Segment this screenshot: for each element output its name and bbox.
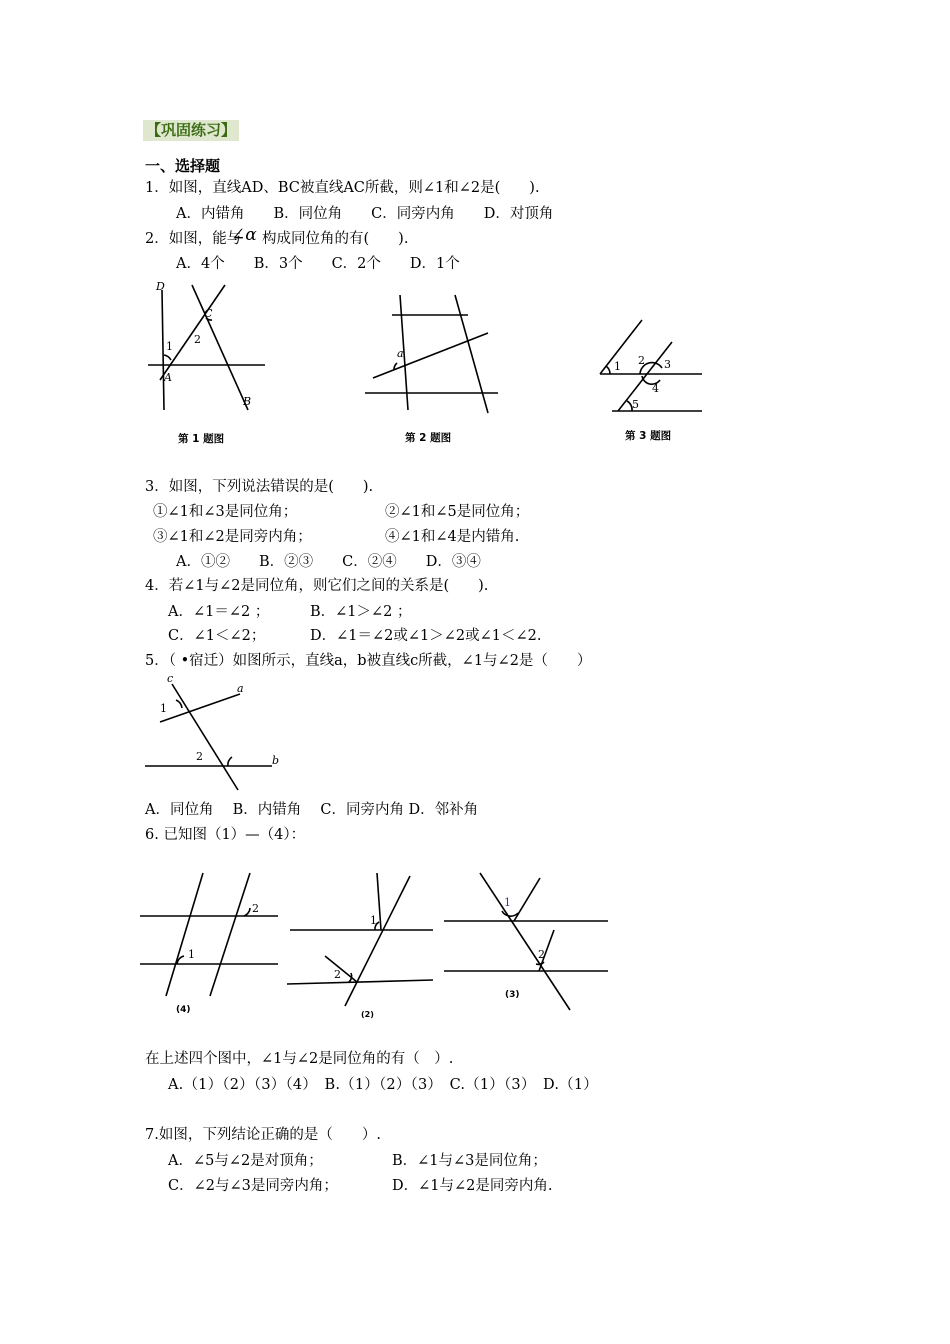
q6f3-line-short-top: [514, 878, 540, 921]
q6f4-caption: (4): [176, 1005, 191, 1015]
q6-options: A.（1）（2）（3）（4） B.（1）（2）（3） C.（1）（3） D.（1）: [168, 1077, 598, 1093]
q4-option-a: A．∠1＝∠2 ；: [168, 604, 270, 620]
fig1-angle-1-arc: [164, 355, 171, 360]
q6f2-caption: (2): [361, 1010, 374, 1019]
q6-question: 在上述四个图中，∠1与∠2是同位角的有（ ）.: [145, 1051, 454, 1067]
q1-options: A．内错角 B．同位角 C．同旁内角 D．对顶角: [176, 206, 554, 222]
fig3-line-diagonal: [618, 342, 672, 411]
fig1-line-bc: [192, 285, 248, 410]
q3-statement-3: ③∠1和∠2是同旁内角；: [153, 529, 312, 545]
fig1-line-ad: [162, 290, 164, 410]
figure-1: [140, 280, 280, 420]
q7-option-b: B．∠1与∠3是同位角；: [392, 1153, 547, 1169]
q6f3-label-2: 2: [538, 948, 545, 961]
q6f4-line-right: [210, 873, 250, 996]
fig1-label-a: A: [164, 371, 172, 384]
q5-line-a: [160, 694, 240, 722]
fig1-caption: 第 1 题图: [178, 433, 225, 445]
q7-option-c: C．∠2与∠3是同旁内角；: [168, 1178, 338, 1194]
q2-alpha-symbol: ∠α: [231, 225, 257, 245]
q6f4-line-left: [166, 873, 203, 996]
q4-option-d: D．∠1＝∠2或∠1＞∠2或∠1＜∠2.: [310, 628, 542, 644]
q4-option-b: B．∠1＞∠2 ；: [310, 604, 412, 620]
q6f2-line-bottom: [287, 980, 433, 984]
q6f4-angle-2-arc: [244, 908, 250, 916]
q3-stem: 3．如图，下列说法错误的是( ).: [145, 479, 374, 495]
q6f3-line-transversal: [480, 873, 570, 1010]
q5-angle-2-arc: [228, 757, 232, 766]
q6f4-label-1: 1: [188, 948, 195, 961]
figure-q5: [140, 672, 290, 797]
q5-label-1: 1: [160, 702, 167, 715]
q5-angle-1-arc: [176, 700, 182, 708]
q2-options: A．4个 B．3个 C．2个 D．1个: [176, 256, 460, 272]
q5-label-a: a: [237, 682, 244, 695]
q6f2-line-short-top: [377, 873, 381, 930]
q4-stem: 4．若∠1与∠2是同位角，则它们之间的关系是( ).: [145, 578, 489, 594]
fig3-label-1: 1: [614, 360, 621, 373]
q5-stem: 5．（ •宿迁）如图所示，直线a，b被直线c所截，∠1与∠2是（ ）: [145, 653, 592, 669]
q3-statement-4: ④∠1和∠4是内错角.: [385, 529, 520, 545]
q6f3-label-1: 1: [504, 896, 511, 909]
q6-figure-2: [285, 868, 440, 1018]
fig1-label-b: B: [243, 395, 252, 408]
q5-label-2: 2: [196, 750, 203, 763]
q5-options: A．同位角 B．内错角 C．同旁内角 D．邻补角: [145, 802, 479, 818]
q6-figure-3: [442, 868, 612, 1018]
figure-3: [590, 310, 710, 420]
fig2-label-a: a: [397, 347, 404, 360]
q5-line-c: [172, 684, 238, 790]
fig3-label-3: 3: [664, 358, 671, 371]
q2-stem-start: 2．如图，能与: [145, 231, 242, 247]
q6f4-label-2: 2: [252, 902, 259, 915]
fig3-caption: 第 3 题图: [625, 430, 672, 442]
fig1-label-2: 2: [194, 333, 201, 346]
fig3-label-5: 5: [632, 398, 639, 411]
q4-option-c: C．∠1＜∠2；: [168, 628, 266, 644]
q2-stem-end: 构成同位角的有( ).: [262, 231, 409, 247]
fig1-label-d: D: [156, 280, 165, 293]
fig1-label-1: 1: [166, 340, 173, 353]
q7-option-d: D．∠1与∠2是同旁内角.: [392, 1178, 553, 1194]
q6f2-label-2: 2: [334, 968, 341, 981]
section-title: 一、选择题: [145, 157, 221, 175]
q6f3-caption: (3): [505, 990, 520, 1000]
fig2-line-transversal: [373, 333, 488, 378]
q6f3-angle-1-arc: [502, 911, 518, 916]
q3-statement-1: ①∠1和∠3是同位角；: [153, 504, 298, 520]
fig1-label-c: C: [204, 307, 213, 320]
fig3-label-2: 2: [638, 354, 645, 367]
q6-figure-4: [138, 868, 283, 1018]
fig2-line-right: [455, 295, 488, 413]
q6-stem: 6. 已知图（1）—（4）：: [145, 827, 306, 843]
q3-options: A．①② B．②③ C．②④ D．③④: [176, 554, 481, 570]
q6f2-label-1: 1: [370, 914, 377, 927]
q3-statement-2: ②∠1和∠5是同位角；: [385, 504, 530, 520]
q7-option-a: A．∠5与∠2是对顶角；: [168, 1153, 323, 1169]
fig2-caption: 第 2 题图: [405, 432, 452, 444]
fig3-angle-1-arc: [606, 366, 610, 374]
q5-label-b: b: [272, 754, 280, 767]
fig3-label-4: 4: [652, 382, 659, 395]
figure-2: [360, 285, 500, 420]
q5-label-c: c: [167, 672, 174, 685]
section-header: 【巩固练习】: [143, 120, 239, 141]
q6f2-line-transversal: [345, 876, 410, 1006]
q7-stem: 7.如图，下列结论正确的是（ ）.: [145, 1127, 381, 1143]
q1-stem: 1．如图，直线AD、BC被直线AC所截，则∠1和∠2是( ).: [145, 180, 540, 196]
